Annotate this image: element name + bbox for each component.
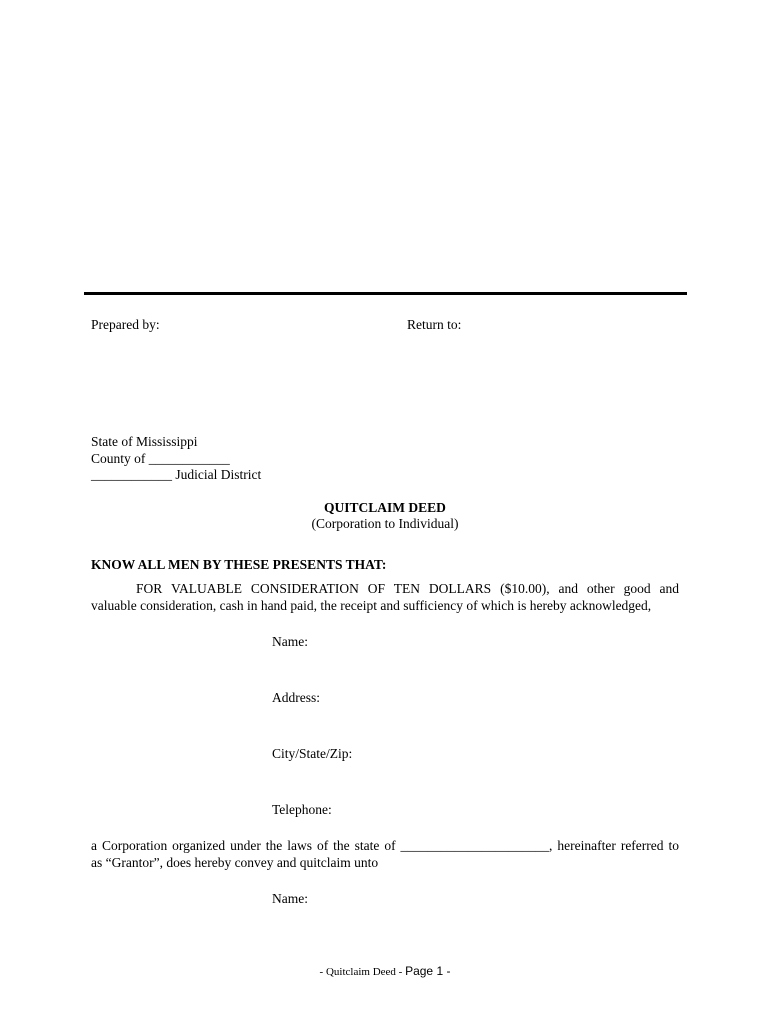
header-rule [84,292,687,295]
footer-page-number: Page 1 - [405,964,451,978]
county-line: County of ____________ [91,451,230,466]
footer-doc-label: - Quitclaim Deed - [319,966,403,978]
state-line: State of Mississippi [91,434,198,449]
consideration-line-1: FOR VALUABLE CONSIDERATION OF TEN DOLLARS ($10.00), and other good and [136,581,679,596]
grantor-address-label: Address: [272,690,320,705]
consideration-line-2: valuable consideration, cash in hand paid, the receipt and sufficiency of which is hereby acknowledged, [91,598,652,613]
return-to-label: Return to: [407,317,462,332]
deed-title: QUITCLAIM DEED [324,500,446,515]
grantor-telephone-label: Telephone: [272,802,332,817]
deed-subtitle: (Corporation to Individual) [311,516,459,531]
judicial-district-line: ____________ Judicial District [91,467,262,482]
know-all-heading: KNOW ALL MEN BY THESE PRESENTS THAT: [91,557,387,572]
grantor-name-label: Name: [272,634,308,649]
grantor-city-state-zip-label: City/State/Zip: [272,746,353,761]
grantor-clause-line-2: as “Grantor”, does hereby convey and quitclaim unto [91,855,379,870]
grantor-clause-line-1: a Corporation organized under the laws of the state of ______________________, hereinafter referred to [91,838,679,853]
grantee-name-label: Name: [272,891,308,906]
prepared-by-label: Prepared by: [91,317,160,332]
page-footer [0,964,770,978]
